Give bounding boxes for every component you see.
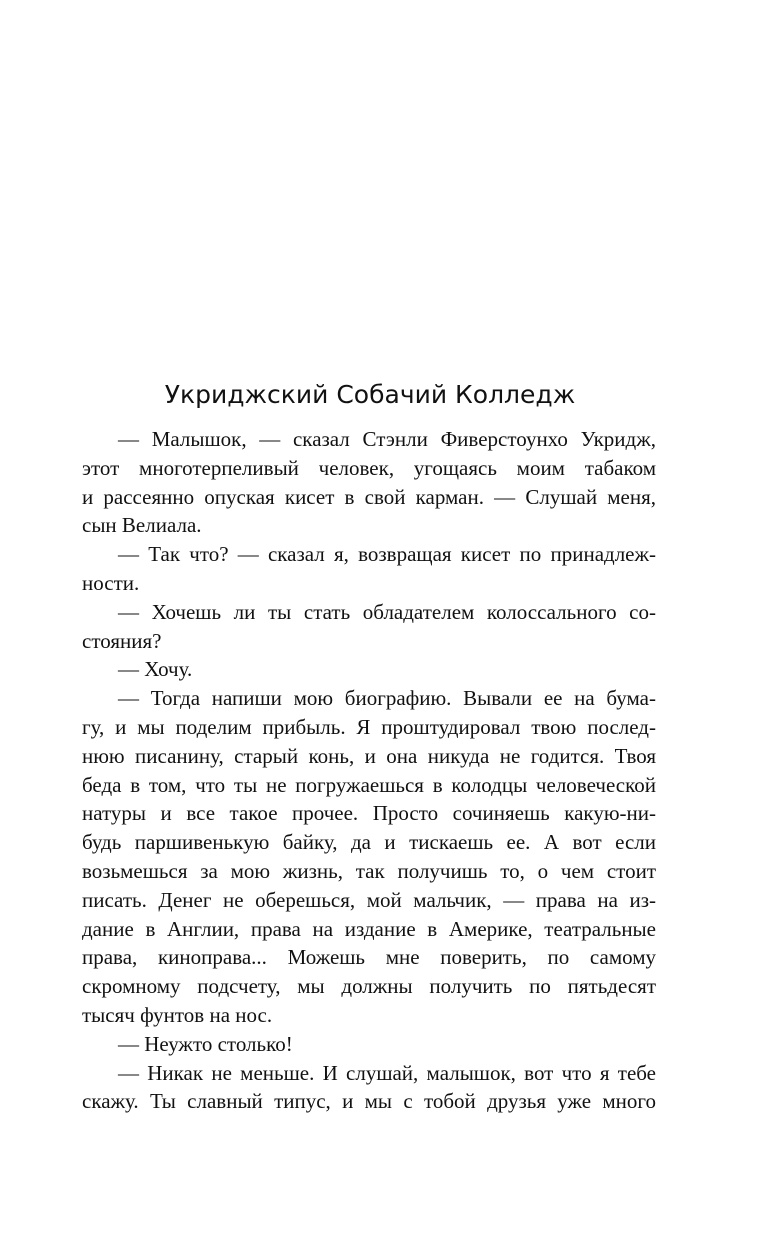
chapter-body	[82, 425, 656, 1116]
text-line: скромному подсчету, мы должны получить по пятьдесят	[82, 974, 656, 999]
text-line: и рассеянно опуская кисет в свой карман. — Слушай меня,	[82, 484, 656, 509]
text-line: дание в Англии, права на издание в Америке, театральные	[82, 916, 656, 941]
text-line: — Тогда напиши мою биографию. Вывали ее на бума-	[118, 686, 656, 711]
text-line: натуры и все такое прочее. Просто сочиняешь какую-ни-	[82, 801, 656, 826]
text-line: — Малышок, — сказал Стэнли Фиверстоунхо Укридж,	[118, 427, 656, 451]
text-line: — Хочешь ли ты стать обладателем колоссального со-	[118, 599, 656, 624]
text-line: права, киноправа... Можешь мне поверить, по самому	[82, 945, 656, 970]
text-line: — Хочу.	[118, 657, 193, 682]
text-line: стояния?	[82, 628, 162, 653]
text-line: возьмешься за мою жизнь, так получишь то, о чем стоит	[82, 858, 656, 883]
text-line: сын Велиала.	[82, 513, 202, 538]
text-line: — Никак не меньше. И слушай, малышок, вот что я тебе	[118, 1060, 656, 1085]
text-line: нюю писанину, старый конь, и она никуда не годится. Твоя	[82, 743, 656, 768]
text-line: — Неужто столько!	[118, 1031, 293, 1056]
text-line: беда в том, что ты не погружаешься в колодцы человеческой	[82, 772, 656, 797]
text-line: писать. Денег не оберешься, мой мальчик, — права на из-	[82, 887, 656, 912]
text-line: тысяч фунтов на нос.	[82, 1002, 273, 1027]
text-line: этот многотерпеливый человек, угощаясь моим табаком	[82, 455, 656, 480]
text-line: скажу. Ты славный типус, и мы с тобой друзья уже много	[82, 1089, 656, 1114]
text-line: будь паршивенькую байку, да и тискаешь ее. А вот если	[82, 830, 656, 855]
chapter-title: Укриджский Собачий Колледж	[164, 380, 576, 409]
text-line: гу, и мы поделим прибыль. Я проштудировал твою послед-	[82, 714, 656, 739]
text-line: ности.	[82, 570, 140, 595]
text-line: — Так что? — сказал я, возвращая кисет по принадлеж-	[118, 542, 656, 567]
